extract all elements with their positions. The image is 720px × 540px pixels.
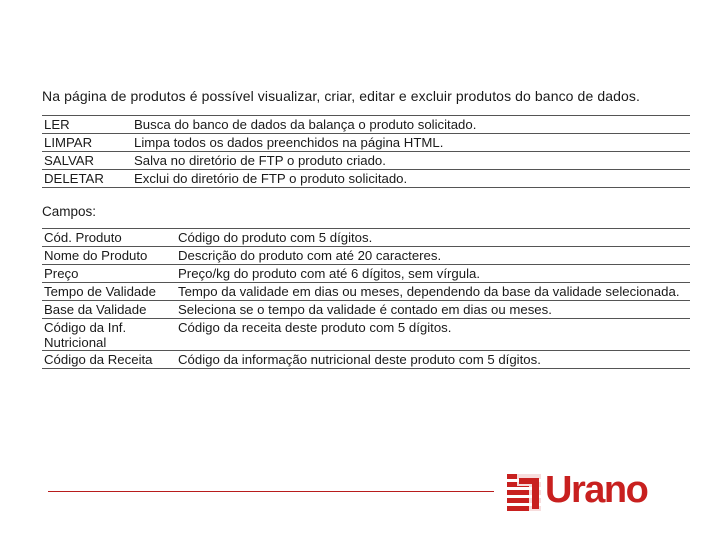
actions-table — [42, 115, 690, 188]
logo-text: Urano — [545, 469, 648, 511]
field-desc: Tempo da validade em dias ou meses, dependendo da base da validade selecionada. — [176, 283, 690, 301]
action-key: SALVAR — [42, 152, 132, 170]
field-desc: Seleciona se o tempo da validade é contado em dias ou meses. — [176, 301, 690, 319]
action-key: DELETAR — [42, 170, 132, 188]
table-row — [42, 283, 690, 301]
field-key: Preço — [42, 265, 176, 283]
field-desc: Código do produto com 5 dígitos. — [176, 229, 690, 247]
field-key: Cód. Produto — [42, 229, 176, 247]
field-key: Nome do Produto — [42, 247, 176, 265]
footer-rule — [48, 491, 494, 492]
field-key: Código da Inf. Nutricional — [42, 319, 176, 351]
table-row — [42, 319, 690, 351]
field-desc: Descrição do produto com até 20 caracteres. — [176, 247, 690, 265]
table-row — [42, 301, 690, 319]
action-key: LER — [42, 116, 132, 134]
fields-table — [42, 228, 690, 369]
intro-text: Na página de produtos é possível visualizar, criar, editar e excluir produtos do banco de dados. — [42, 88, 640, 104]
table-row — [42, 247, 690, 265]
field-key: Tempo de Validade — [42, 283, 176, 301]
urano-logo — [505, 466, 680, 514]
field-key: Código da Receita — [42, 351, 176, 369]
action-desc: Exclui do diretório de FTP o produto solicitado. — [132, 170, 690, 188]
field-desc: Código da informação nutricional deste produto com 5 dígitos. — [176, 351, 690, 369]
table-row — [42, 170, 690, 188]
action-key: LIMPAR — [42, 134, 132, 152]
table-row — [42, 116, 690, 134]
field-key: Base da Validade — [42, 301, 176, 319]
table-row — [42, 134, 690, 152]
campos-heading: Campos: — [42, 204, 97, 219]
field-desc: Preço/kg do produto com até 6 dígitos, sem vírgula. — [176, 265, 690, 283]
field-desc: Código da receita deste produto com 5 dígitos. — [176, 319, 690, 351]
table-row — [42, 265, 690, 283]
urano-emblem-icon — [505, 470, 545, 514]
table-row — [42, 351, 690, 369]
table-row — [42, 152, 690, 170]
action-desc: Busca do banco de dados da balança o produto solicitado. — [132, 116, 690, 134]
action-desc: Salva no diretório de FTP o produto criado. — [132, 152, 690, 170]
table-row — [42, 229, 690, 247]
action-desc: Limpa todos os dados preenchidos na página HTML. — [132, 134, 690, 152]
